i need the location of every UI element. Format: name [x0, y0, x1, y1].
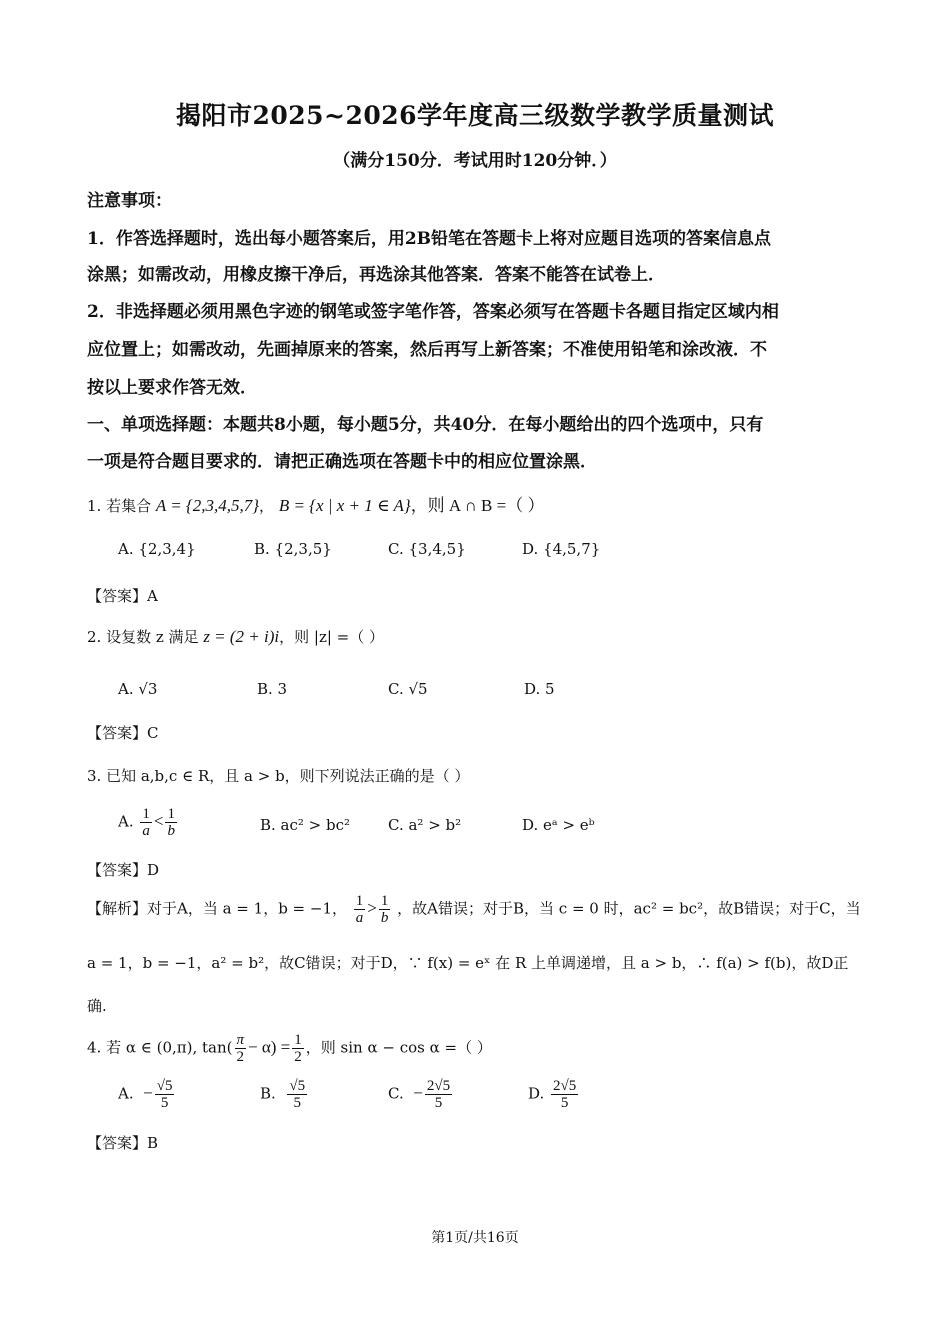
notice-item-2-line-1: 2．非选择题必须用黑色字迹的钢笔或签字笔作答，答案必须写在答题卡各题目指定区域内相 [87, 302, 779, 322]
q3-option-a-frac-1: $\frac{1}{a}$ [142, 806, 150, 839]
q3-answer: 【答案】D [87, 861, 160, 879]
q2-option-c: C. √5 [388, 680, 428, 698]
q3-option-d: D. eᵃ > eᵇ [522, 816, 595, 834]
q3-option-a-label: A. [118, 812, 134, 831]
q3-analysis-line-3: 确. [87, 997, 107, 1015]
q2-suffix: ，则 |z| =（ ） [279, 628, 385, 646]
q1-option-c: C. {3,4,5} [388, 540, 466, 558]
q4-frac-pi-2: $\frac{\pi}{2}$ [236, 1032, 245, 1065]
question-1-stem [87, 491, 544, 516]
q2-equation: z = (2 + i)i [203, 627, 280, 646]
q1-option-b: B. {2,3,5} [254, 540, 332, 558]
q1-option-d: D. {4,5,7} [522, 540, 601, 558]
q3-option-a-frac-2: $\frac{1}{b}$ [167, 806, 175, 839]
exam-info: （满分150分．考试用时120分钟．） [333, 151, 617, 171]
q4-option-b: B. $\frac{√5}{5}$ [260, 1078, 306, 1111]
question-2-stem [87, 626, 384, 647]
q3-option-b: B. ac² > bc² [260, 816, 351, 834]
q4-answer: 【答案】B [87, 1134, 159, 1152]
q4-option-c: C. − $\frac{2√5}{5}$ [388, 1078, 451, 1111]
q4-option-a: A. − $\frac{√5}{5}$ [118, 1078, 173, 1111]
notice-item-1-line-1: 1．作答选择题时，选出每小题答案后，用2B铅笔在答题卡上将对应题目选项的答案信息点 [87, 229, 772, 249]
q3-analysis-line-2: a = 1，b = −1，a² = b²，故C错误；对于D，∵ f(x) = eˣ 在 R 上单调递增，且 a > b，∴ f(a) > f(b)，故D正 [87, 954, 849, 972]
question-3-stem: 3. 已知 a,b,c ∈ R，且 a > b，则下列说法正确的是（ ） [87, 767, 470, 785]
q1-suffix: ，则 A ∩ B =（ ） [410, 496, 545, 515]
page-number: 第1页/共16页 [431, 1230, 519, 1246]
q3-analysis-line-1: 【解析】对于A，当 a = 1，b = −1， $\frac{1}{a}$ > $\frac{1}{b}$ ，故A错误；对于B，当 c = 0 时，ac² = bc²，故B错误；对于C，当 [87, 893, 861, 926]
page-title: 揭阳市2025~2026学年度高三级数学教学质量测试 [175, 101, 775, 130]
q2-option-b: B. 3 [257, 680, 288, 698]
notice-item-2-line-3: 按以上要求作答无效． [87, 378, 257, 398]
notice-item-2-line-2: 应位置上；如需改动，先画掉原来的答案，然后再写上新答案；不准使用铅笔和涂改液．不 [87, 340, 767, 360]
q1-mid: ， [259, 497, 275, 515]
q2-option-d: D. 5 [524, 680, 555, 698]
q2-option-a: A. √3 [118, 680, 158, 698]
q2-prefix: 2. 设复数 z 满足 [87, 628, 199, 646]
section-heading-line-1: 一、单项选择题：本题共8小题，每小题5分，共40分．在每小题给出的四个选项中，只有 [87, 415, 764, 435]
q3-option-c: C. a² > b² [388, 816, 462, 834]
notice-heading: 注意事项： [87, 191, 172, 211]
q2-answer: 【答案】C [87, 724, 159, 742]
q4-option-d: D. $\frac{2√5}{5}$ [528, 1078, 577, 1111]
q3-analysis-frac-1: $\frac{1}{a}$ [355, 893, 364, 926]
q1-option-a: A. {2,3,4} [118, 540, 196, 558]
notice-item-1-line-2: 涂黑；如需改动，用橡皮擦干净后，再选涂其他答案．答案不能答在试卷上． [87, 265, 665, 285]
q1-prefix: 1. 若集合 [87, 497, 152, 515]
q1-set-a: A = {2,3,4,5,7} [155, 496, 260, 515]
section-heading-line-2: 一项是符合题目要求的．请把正确选项在答题卡中的相应位置涂黑． [87, 452, 597, 472]
q4-frac-1-2: $\frac{1}{2}$ [294, 1032, 302, 1065]
question-4-stem: 4. 若 α ∈ (0,π), tan( $\frac{\pi}{2}$ − α) = $\frac{1}{2}$ ，则 sin α − cos α =（ ） [87, 1032, 492, 1065]
q1-answer: 【答案】A [87, 587, 158, 605]
q3-option-a: A. $\frac{1}{a}$ < $\frac{1}{b}$ [118, 806, 175, 839]
q1-set-b: B = {x | x + 1 ∈ A} [278, 496, 411, 515]
q3-analysis-frac-2: $\frac{1}{b}$ [380, 893, 389, 926]
